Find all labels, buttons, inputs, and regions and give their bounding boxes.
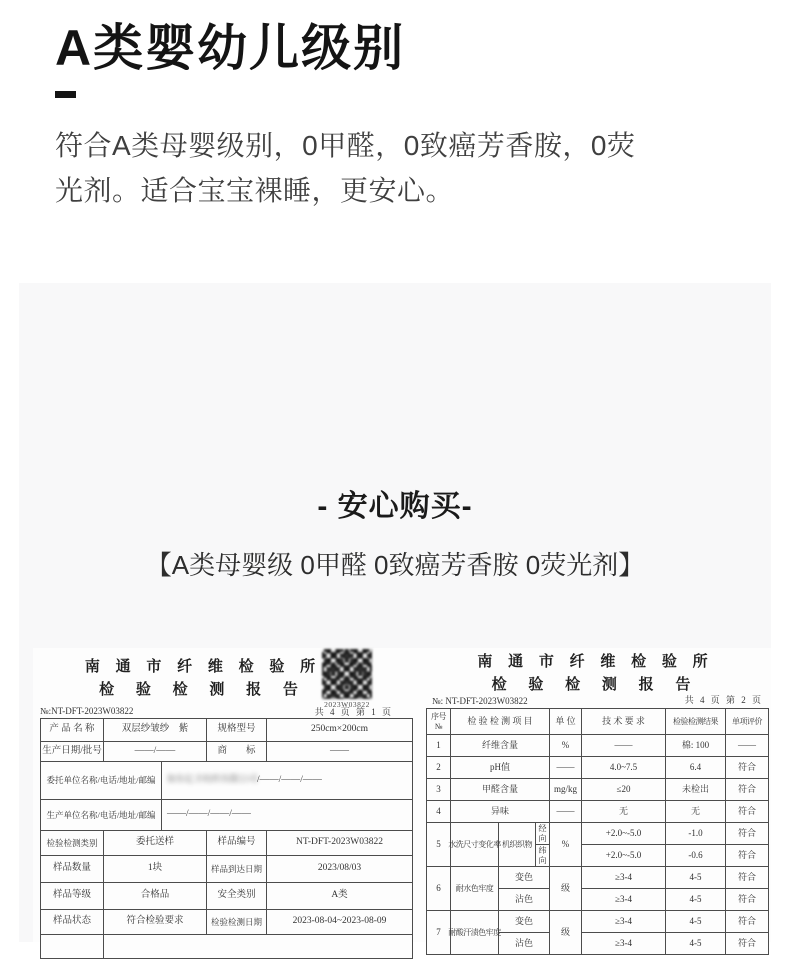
table-cell: 级 (550, 867, 582, 911)
table-cell-group (666, 867, 726, 911)
table-cell: 250cm×200cm (267, 719, 413, 742)
assurance-heading: - 安心购买- (317, 490, 473, 523)
table-subcell: 经向 (538, 824, 547, 843)
table-subcell: 变色 (514, 872, 533, 883)
table-cell: 5 (427, 823, 451, 867)
table-cell: 样品数量 (41, 856, 104, 883)
report-org-title: 南 通 市 纤 维 检 验 所 (477, 654, 714, 670)
table-cell: pH值 (451, 757, 550, 779)
table-cell: —— (726, 735, 769, 757)
table-cell-group (666, 823, 726, 867)
table-cell: mg/kg (550, 779, 582, 801)
table-subcell: 纬向 (536, 844, 549, 866)
report-table-row (41, 935, 413, 959)
table-subcell: 变色 (514, 916, 533, 927)
qr-code-label: 2023W03822 (324, 700, 370, 709)
table-cell-group (536, 823, 550, 867)
table-cell: 4.0~7.5 (582, 757, 666, 779)
table-cell: —— (550, 757, 582, 779)
report-doc-page2 (420, 648, 771, 949)
table-cell: 级 (550, 911, 582, 955)
table-cell: 符合 (726, 801, 769, 823)
table-cell: ——/——/——/—— (162, 800, 413, 831)
table-cell: 合格品 (104, 883, 207, 910)
report-org-title: 南 通 市 纤 维 检 验 所 (84, 659, 322, 675)
table-subcell: 符合 (737, 916, 756, 927)
report-table-row (427, 801, 769, 823)
assurance-subheading: 【A类母婴级 0甲醛 0致癌芳香胺 0荧光剂】 (145, 550, 645, 580)
report-number: №: NT-DFT-2023W03822 (432, 696, 528, 706)
table-cell: 2 (427, 757, 451, 779)
table-cell: 7 (427, 911, 451, 955)
report-table-header-row (427, 709, 769, 735)
report-table-row (427, 779, 769, 801)
table-cell: 检验检测结果 (666, 709, 726, 735)
table-cell: ≤20 (582, 779, 666, 801)
table-subcell: 符合 (726, 844, 768, 866)
table-subcell: +2.0~-5.0 (582, 844, 665, 866)
table-cell-group (582, 911, 666, 955)
table-cell: 生产单位名称/电话/地址/邮编 (41, 800, 162, 831)
table-cell: 棉: 100 (666, 735, 726, 757)
table-cell: 机织织物 (499, 823, 536, 867)
table-cell-group (726, 867, 769, 911)
hero-section (55, 20, 647, 213)
report-table-row (41, 742, 413, 762)
table-subcell: ≥3-4 (582, 932, 665, 954)
table-subcell: ≥3-4 (615, 916, 632, 927)
table-cell: 甲醛含量 (451, 779, 550, 801)
table-cell: 样品等级 (41, 883, 104, 910)
report-table-row (41, 856, 413, 883)
table-subcell: +2.0~-5.0 (605, 828, 642, 839)
table-cell: 样品编号 (207, 831, 267, 856)
table-cell: 纤维含量 (451, 735, 550, 757)
table-cell: 无 (582, 801, 666, 823)
report-table-row (427, 823, 769, 867)
report-table-row (41, 831, 413, 856)
product-grade-title: A类婴幼儿级别 (55, 20, 406, 76)
table-cell: 双层纱皱纱 紫 (104, 719, 207, 742)
table-subcell: -0.6 (666, 844, 725, 866)
table-cell: 如东亿丰纺织有限公司 /——/——/—— (162, 762, 413, 800)
table-subcell: 4-5 (666, 932, 725, 954)
table-cell: 检 验 检 测 项 目 (451, 709, 550, 735)
report-table-row (41, 719, 413, 742)
table-cell-group (499, 867, 550, 911)
report-table-row (427, 911, 769, 955)
table-cell: 样品状态 (41, 910, 104, 935)
table-cell-group (582, 823, 666, 867)
assurance-panel (19, 283, 771, 949)
table-subcell: 符合 (726, 888, 768, 910)
table-cell: 6 (427, 867, 451, 911)
report-table-row (41, 762, 413, 800)
report-page-info: 共 4 页 第 2 页 (684, 695, 763, 705)
table-subcell: ≥3-4 (615, 872, 632, 883)
product-description: 符合A类母婴级别，0甲醛，0致癌芳香胺，0荧光剂。适合宝宝裸睡，更安心。 (55, 129, 636, 206)
table-subcell: 4-5 (689, 916, 702, 927)
report-doc-page1 (33, 648, 420, 942)
table-cell: —— (582, 735, 666, 757)
table-subcell: 沾色 (499, 932, 549, 954)
table-cell: 安全类别 (207, 883, 267, 910)
redacted-company-text: 如东亿丰纺织有限公司 (167, 774, 258, 785)
report-number: №:NT-DFT-2023W03822 (40, 706, 134, 716)
table-cell: 符合 (726, 779, 769, 801)
table-cell: 耐水色牢度 (451, 867, 499, 911)
table-cell: 委托送样 (104, 831, 207, 856)
table-cell: 检验检测类别 (41, 831, 104, 856)
table-cell: % (550, 823, 582, 867)
table-cell: 样品到达日期 (207, 856, 267, 883)
table-subcell: 4-5 (689, 872, 702, 883)
table-cell (104, 935, 413, 959)
table-cell: 序号№ (427, 709, 451, 735)
table-cell: 技 术 要 求 (582, 709, 666, 735)
qr-code-icon (322, 649, 372, 699)
table-cell: 1块 (104, 856, 207, 883)
table-cell: 商 标 (207, 742, 267, 762)
table-cell-group (582, 867, 666, 911)
table-subcell: 符合 (726, 932, 768, 954)
table-cell: 规格型号 (207, 719, 267, 742)
table-subcell: -1.0 (688, 828, 703, 839)
table-cell: 无 (666, 801, 726, 823)
table-cell: ——/—— (104, 742, 207, 762)
table-cell: 耐酸汗渍色牢度 (451, 911, 499, 955)
table-cell: —— (550, 801, 582, 823)
table-cell: 2023-08-04~2023-08-09 (267, 910, 413, 935)
table-cell: 1 (427, 735, 451, 757)
table-subcell: 符合 (737, 828, 756, 839)
report-doc-type: 检 验 检 测 报 告 (99, 682, 307, 698)
table-subcell: 沾色 (499, 888, 549, 910)
title-underline (55, 91, 76, 98)
table-cell: 异味 (451, 801, 550, 823)
table-cell (41, 935, 104, 959)
right-report-table (426, 708, 769, 955)
table-cell: 水洗尺寸变化率 (451, 823, 499, 867)
table-subcell: ≥3-4 (582, 888, 665, 910)
table-cell-group (666, 911, 726, 955)
report-table-row (427, 867, 769, 911)
table-cell: 生产日期/批号 (41, 742, 104, 762)
table-cell: 符合 (726, 757, 769, 779)
table-cell: 单项评价 (726, 709, 769, 735)
report-table-row (41, 800, 413, 831)
table-cell: 未检出 (666, 779, 726, 801)
table-cell: 检验检测日期 (207, 910, 267, 935)
table-cell-group (726, 911, 769, 955)
table-subcell: 符合 (737, 872, 756, 883)
table-cell-group (726, 823, 769, 867)
table-cell: % (550, 735, 582, 757)
table-cell: 4 (427, 801, 451, 823)
table-cell: 符合检验要求 (104, 910, 207, 935)
table-cell: 3 (427, 779, 451, 801)
table-cell: —— (267, 742, 413, 762)
report-table-row (41, 883, 413, 910)
table-cell: 委托单位名称/电话/地址/邮编 (41, 762, 162, 800)
report-doc-type: 检 验 检 测 报 告 (491, 677, 700, 693)
table-cell: 单 位 (550, 709, 582, 735)
table-cell: 2023/08/03 (267, 856, 413, 883)
report-table-row (427, 735, 769, 757)
report-page-info: 共 4 页 第 1 页 (314, 707, 393, 717)
table-subcell: 4-5 (666, 888, 725, 910)
table-cell-group (499, 911, 550, 955)
table-cell: NT-DFT-2023W03822 (267, 831, 413, 856)
left-report-table (40, 718, 413, 959)
report-table-row (41, 910, 413, 935)
table-cell: 产 品 名 称 (41, 719, 104, 742)
reports-strip (33, 648, 771, 949)
table-cell: A类 (267, 883, 413, 910)
table-cell: 6.4 (666, 757, 726, 779)
report-table-row (427, 757, 769, 779)
